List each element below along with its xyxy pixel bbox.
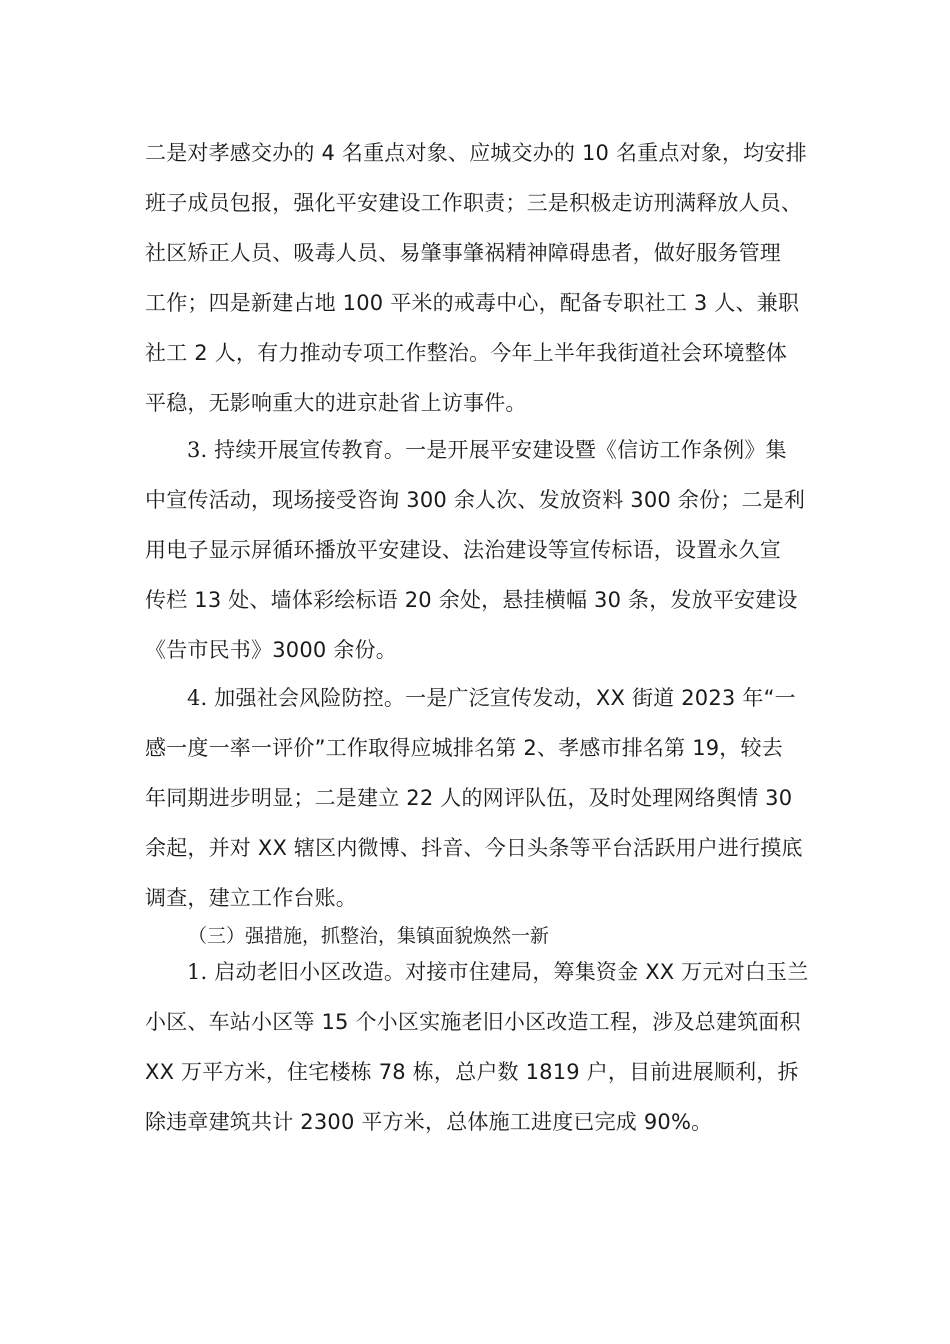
paragraph-community-renovation (145, 947, 810, 1147)
text-line: 平稳，无影响重大的进京赴省上访事件。 (145, 391, 527, 415)
text-line: 传栏 13 处、墙体彩绘标语 20 余处，悬挂横幅 30 条，发放平安建设 (145, 588, 798, 612)
text-line: 《告市民书》3000 余份。 (145, 638, 397, 662)
paragraph-text: 一是开展平安建设暨《信访工作条例》集 (405, 438, 787, 462)
paragraph-text: 对接市住建局，筹集资金 XX 万元对白玉兰 (405, 960, 809, 984)
text-line: 除违章建筑共计 2300 平方米，总体施工进度已完成 90%。 (145, 1110, 713, 1134)
text-line: XX 万平方米，住宅楼栋 78 栋，总户数 1819 户，目前进展顺利，拆 (145, 1060, 799, 1084)
text-line: 调查，建立工作台账。 (145, 886, 357, 910)
text-line: 中宣传活动，现场接受咨询 300 余人次、发放资料 300 余份；二是利 (145, 488, 806, 512)
text-line: 年同期进步明显；二是建立 22 人的网评队伍，及时处理网络舆情 30 (145, 786, 793, 810)
text-line: 用电子显示屏循环播放平安建设、法治建设等宣传标语，设置永久宣 (145, 538, 781, 562)
paragraph-first-line (145, 947, 810, 997)
text-line: 社工 2 人，有力推动专项工作整治。今年上半年我街道社会环境整体 (145, 341, 788, 365)
text-line: 感一度一率一评价”工作取得应城排名第 2、孝感市排名第 19，较去 (145, 736, 783, 760)
paragraph-heading: 4. 加强社会风险防控。 (187, 686, 406, 710)
text-line: 工作；四是新建占地 100 平米的戒毒中心，配备专职社工 3 人、兼职 (145, 291, 800, 315)
paragraph-first-line (145, 425, 810, 475)
paragraph-heading: 1. 启动老旧小区改造。 (187, 960, 406, 984)
paragraph-publicity-education (145, 425, 810, 675)
paragraph-heading: 3. 持续开展宣传教育。 (187, 438, 406, 462)
text-line: 社区矫正人员、吸毒人员、易肇事肇祸精神障碍患者，做好服务管理 (145, 241, 781, 265)
paragraph-first-line (145, 673, 810, 723)
paragraph-continuation (145, 128, 810, 428)
text-line: 小区、车站小区等 15 个小区实施老旧小区改造工程，涉及总建筑面积 (145, 1010, 801, 1034)
text-line: 二是对孝感交办的 4 名重点对象、应城交办的 10 名重点对象，均安排 (145, 141, 807, 165)
paragraph-text: 一是广泛宣传发动，XX 街道 2023 年“一 (405, 686, 796, 710)
section-heading: （三）强措施，抓整治，集镇面貌焕然一新 (188, 925, 550, 947)
text-line: 余起，并对 XX 辖区内微博、抖音、今日头条等平台活跃用户进行摸底 (145, 836, 803, 860)
paragraph-risk-control (145, 673, 810, 923)
text-line: 班子成员包报，强化平安建设工作职责；三是积极走访刑满释放人员、 (145, 191, 803, 215)
